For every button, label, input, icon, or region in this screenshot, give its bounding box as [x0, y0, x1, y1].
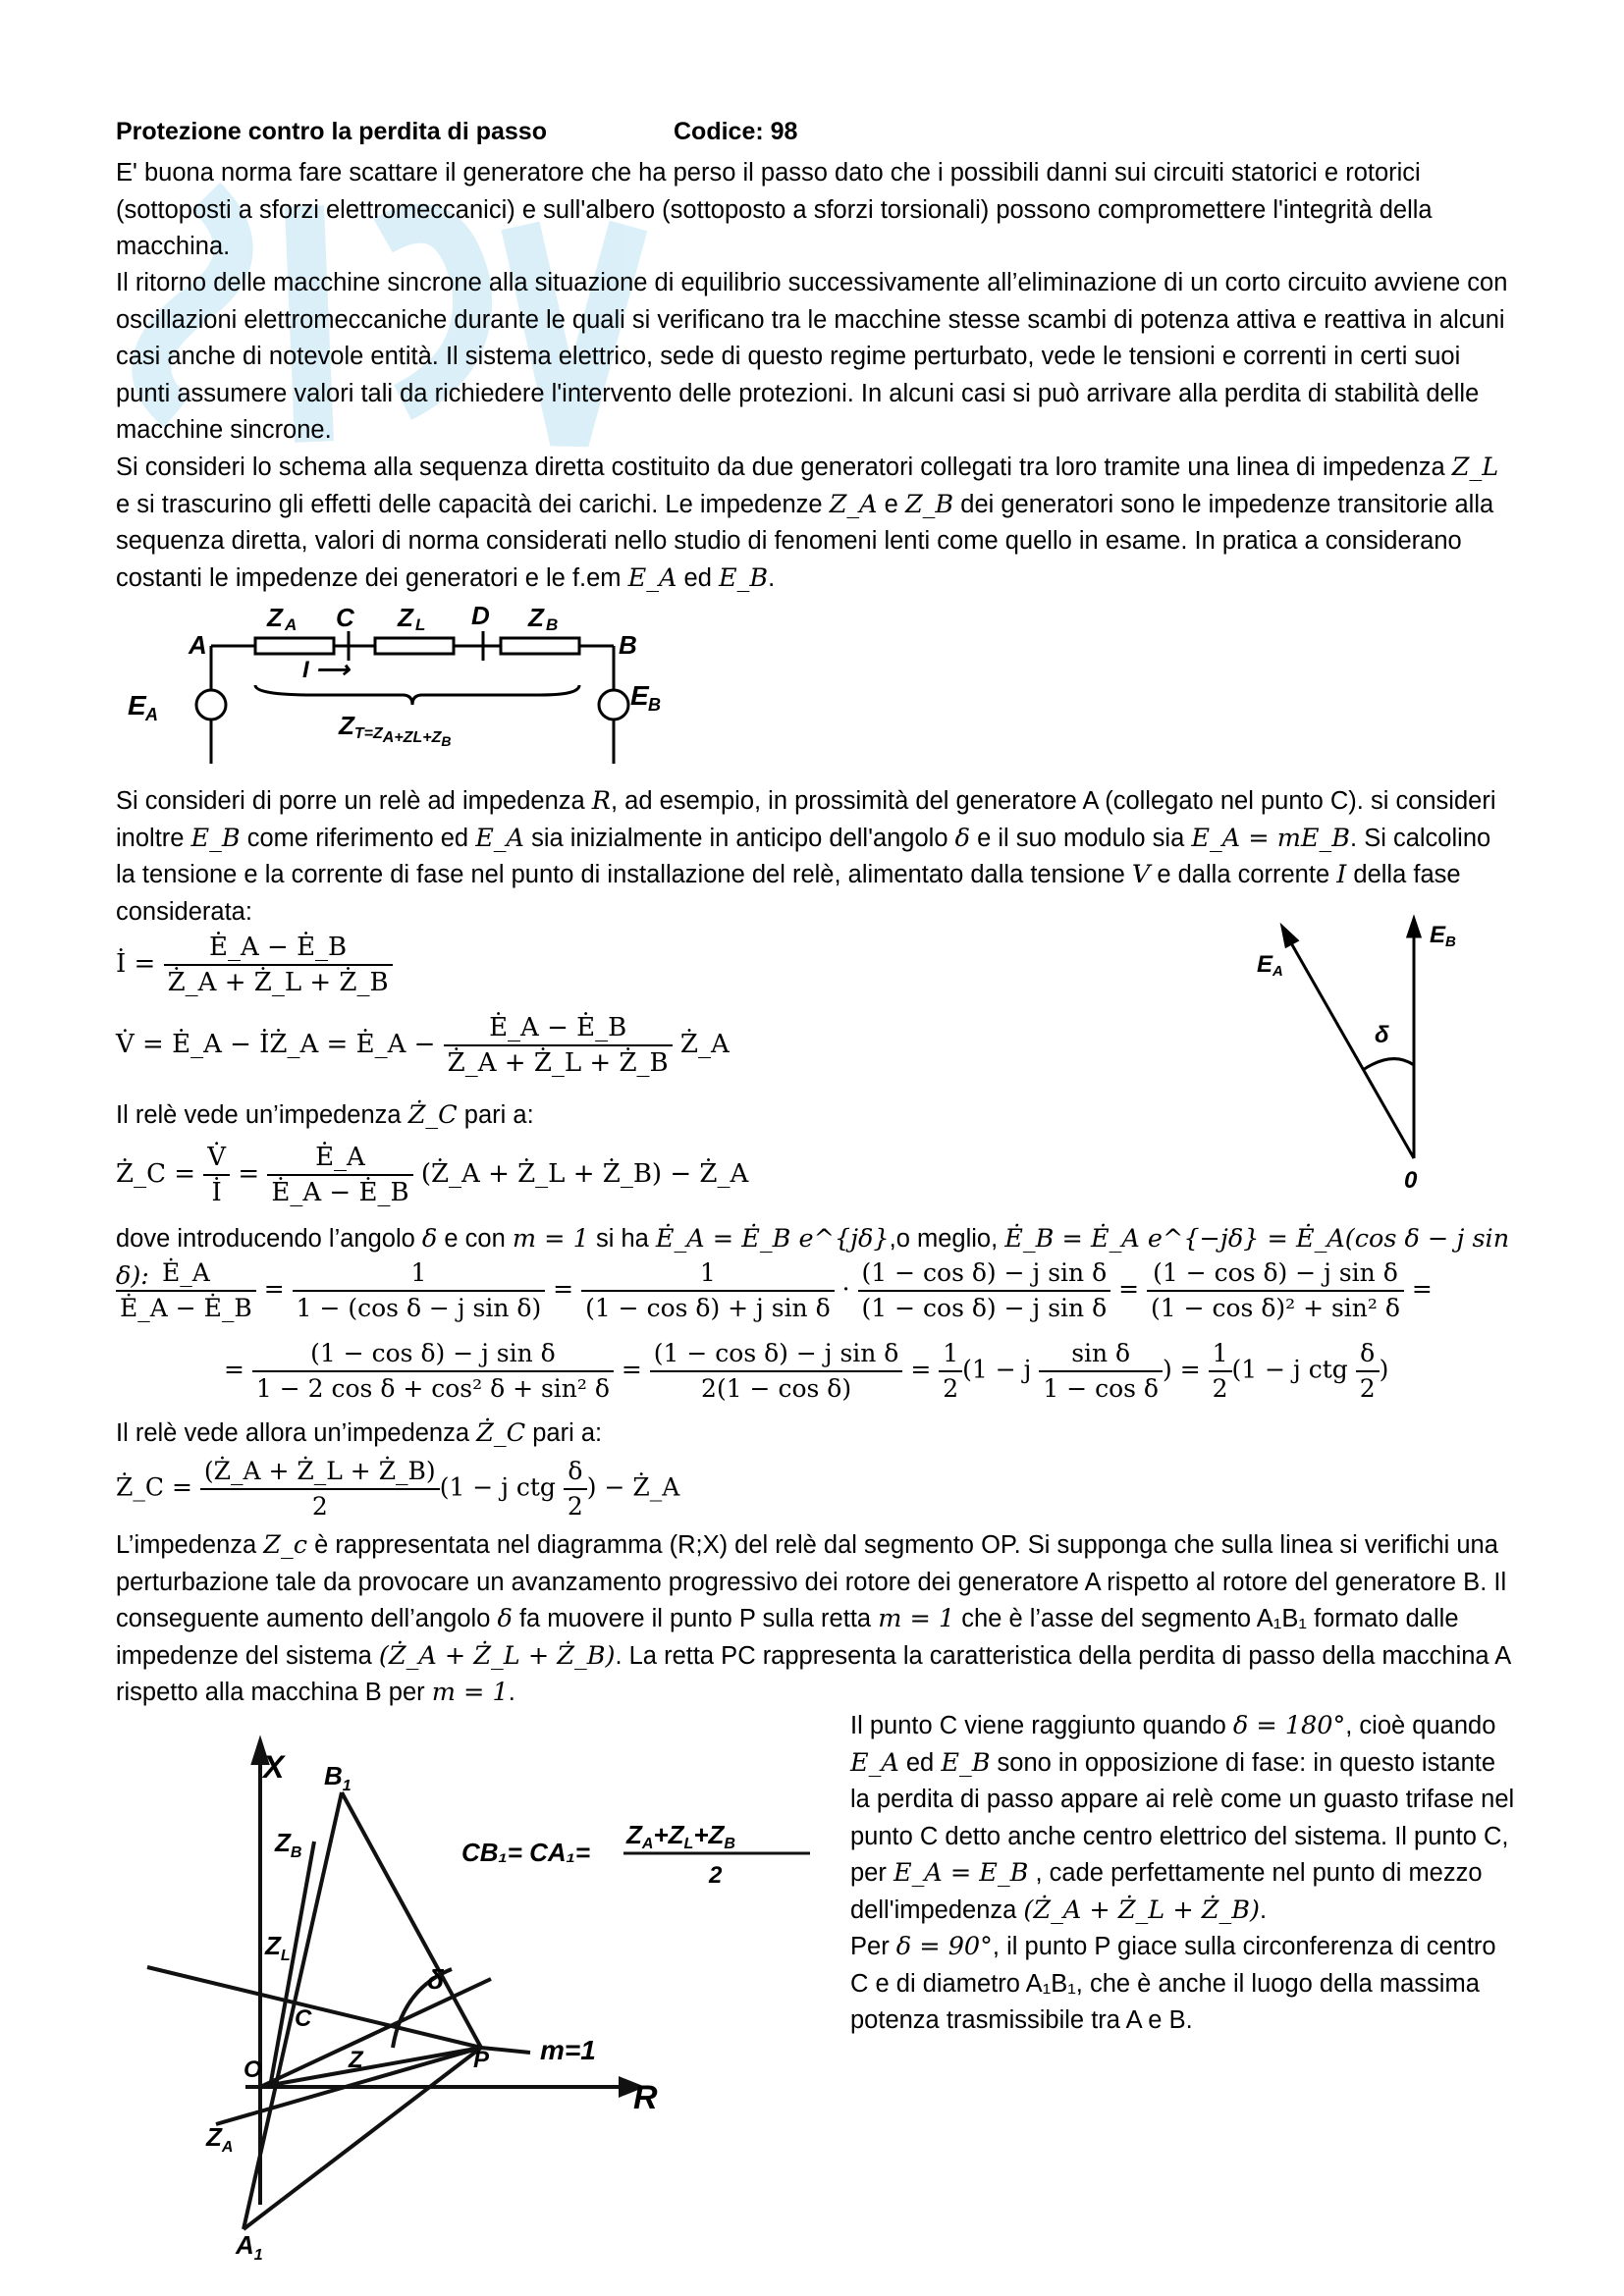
- label-za: Z: [267, 603, 283, 632]
- paragraph-op-segment: L’impedenza Z_c è rappresentata nel diagramma (R;X) del relè dal segmento OP. Si supponga che sulla linea si verifichi una perturbazione tale da provocare un avanzamento progressivo dei rotore dei generatore A rispetto al rotore del generatore B. Il conseguente aumento dell’angolo δ fa muovere il punto P sulla retta m = 1 che è l’asse del segmento A₁B₁ formato dalle impedenze del sistema (Ż_A + Ż_L + Ż_B). La retta PC rappresenta la caratteristica della perdita di passo della macchina A rispetto alla macchina B per m = 1.: [116, 1530, 1510, 1707]
- svg-text:A: A: [1272, 963, 1283, 980]
- label-zl: Z: [398, 603, 413, 632]
- axis-x-label: X: [263, 1749, 285, 1785]
- svg-text:B: B: [546, 615, 559, 634]
- label-d: D: [471, 601, 490, 630]
- label-c: C: [336, 603, 354, 632]
- svg-text:B: B: [648, 695, 661, 715]
- label-current: I ⟶: [302, 657, 350, 683]
- origin-o: O: [244, 2056, 262, 2083]
- equation-derivation-2: = $\frac{\text{(1 − cos δ) − j sin δ}}{\text{1 − 2 cos δ + cos² δ + sin² δ}}$ = $\frac{\text{(1 − cos δ) − j sin δ}}{\text{2(1 − cos δ)}}$ = $\frac{1}{2}$ (1 − j $\frac{\text{sin δ}}{\text{1 − cos δ}}$ ) = $\frac{1}{2}$ (1 − j ctg $\frac{\delta}{2}$ ): [224, 1339, 1389, 1403]
- equation-impedance-final: Ż_C = $\frac{(Ż\_A + Ż\_L + Ż\_B)}{2}$ (1 − j ctg $\frac{\delta}{2}$ ) − Ż_A: [116, 1457, 680, 1521]
- label-zb: Z: [528, 603, 544, 632]
- paragraph-oscillations: Il ritorno delle macchine sincrone alla situazione di equilibrio successivamente all’eliminazione di un corto circuito avviene con oscillazioni elettromeccaniche durante le quali si verificano tra le macchine stesse scambi di potenza attiva e reattiva in alcuni casi anche di notevole entità. Il sistema elettrico, sede di questo regime perturbato, vede le tensioni e correnti in certi suoi punti assumere valori tali da richiedere l'intervento delle protezioni. In alcuni casi si può arrivare alla perdita di stabilità delle macchine sincrone.: [116, 269, 1508, 444]
- label-eb: E: [630, 680, 649, 711]
- phasor-diagram: [1247, 913, 1483, 1198]
- paragraph-delta: dove introducendo l’angolo δ e con m = 1 si ha Ė_A = Ė_B e^{jδ},o meglio, Ė_B = Ė_A e^{−jδ} = Ė_A(cos δ − j sin δ):: [116, 1224, 1510, 1291]
- label-a: A: [189, 630, 207, 660]
- document-code: Codice: 98: [674, 118, 798, 145]
- phasor-ea: E: [1257, 951, 1273, 978]
- segment-z: Z: [349, 2047, 363, 2073]
- segment-zl: $Z_L$: [265, 1931, 291, 1964]
- equation-current: İ = $\frac{Ė\_A - Ė\_B}{Ż\_A + Ż\_L + Ż\_B}$: [116, 931, 393, 999]
- svg-text:B: B: [1445, 934, 1456, 950]
- paragraph-intro: E' buona norma fare scattare il generatore che ha perso il passo dato che i possibili danni sui circuiti statorici e rotorici (sottoposti a sforzi elettromeccanici) e sull'albero (sottoposto a sforzi torsionali) possono compromettere l'integrità della macchina.: [116, 159, 1433, 260]
- paragraph-scheme: Si consideri lo schema alla sequenza diretta costituito da due generatori collegati tra loro tramite una linea di impedenza Z_L e si trascurino gli effetti delle capacità dei carichi. Le impedenze Z_A e Z_B dei generatori sono le impedenze transitorie alla sequenza diretta, valori di norma considerati nello studio di fenomeni lenti come quello in esame. In pratica a considerano costanti le impedenze dei generatori e le f.em E_A ed E_B.: [116, 453, 1499, 593]
- equation-impedance: Ż_C = $\frac{V̇}{İ}$ = $\frac{Ė\_A}{Ė\_A - Ė\_B}$ (Ż_A + Ż_L + Ż_B) − Ż_A: [116, 1143, 749, 1207]
- line-m1: m=1: [540, 2035, 596, 2065]
- paragraph-relay: Si consideri di porre un relè ad impedenza R, ad esempio, in prossimità del generatore A (collegato nel punto C). si consideri inoltre E_B come riferimento ed E_A sia inizialmente in anticipo dell'angolo δ e il suo modulo sia E_A = mE_B. Si calcolino la tensione e la corrente di fase nel punto di installazione del relè, alimentato dalla tensione V e dalla corrente I della fase considerata:: [116, 786, 1496, 926]
- svg-text:L: L: [415, 615, 426, 634]
- point-b1: $B_1$: [324, 1761, 352, 1794]
- page-title: Protezione contro la perdita di passo: [116, 118, 547, 145]
- equation-voltage: V̇ = Ė_A − İŻ_A = Ė_A − $\frac{Ė\_A - Ė\_B}{Ż\_A + Ż\_L + Ż\_B}$ Ż_A: [116, 1013, 730, 1078]
- segment-za: $Z_A$: [206, 2122, 234, 2156]
- equation-derivation-1: $\frac{Ė\_A}{Ė\_A - Ė\_B}$ = $\frac{1}{\text{1 − (cos δ − j sin δ)}}$ = $\frac{1}{\text{(1 − cos δ) + j sin δ}}$ · $\frac{\text{(1 − cos δ) − j sin δ}}{\text{(1 − cos δ) − j sin δ}}$ = $\frac{\text{(1 − cos δ) − j sin δ}}{\text{(1 − cos δ)² + sin² δ}}$ =: [116, 1256, 1433, 1325]
- point-p: P: [473, 2047, 490, 2073]
- rx-diagram: [98, 1724, 825, 2273]
- segment-zb: $Z_B$: [275, 1828, 302, 1861]
- phasor-delta: δ: [1375, 1022, 1389, 1048]
- label-b: B: [619, 630, 637, 660]
- formula-cb1: CB₁= CA₁=: [461, 1838, 591, 1867]
- formula-denominator: 2: [709, 1862, 723, 1889]
- angle-delta: δ: [427, 1964, 445, 1995]
- formula-numerator: ZA+ZL+ZB: [626, 1820, 735, 1852]
- label-ea: E: [128, 690, 146, 721]
- svg-text:A: A: [145, 705, 158, 724]
- axis-r-label: R: [633, 2079, 658, 2116]
- paragraph-relay-sees-2: Il relè vede allora un’impedenza Ż_C pari a:: [116, 1418, 603, 1448]
- phasor-eb: E: [1430, 922, 1446, 948]
- point-a1: $A_1$: [236, 2230, 263, 2264]
- point-c: C: [295, 2005, 312, 2032]
- paragraph-relay-sees: Il relè vede un’impedenza Ż_C pari a:: [116, 1100, 534, 1130]
- phasor-origin: 0: [1404, 1167, 1418, 1194]
- label-zt: ZT=ZA+ZL+ZB: [339, 711, 452, 749]
- svg-text:A: A: [285, 615, 298, 634]
- circuit-diagram: [118, 597, 668, 774]
- paragraph-center: Il punto C viene raggiunto quando δ = 180°, cioè quando E_A ed E_B sono in opposizione di fase: in questo istante la perdita di passo appare ai relè come un guasto trifase nel punto C detto anche centro elettrico del sistema. Il punto C, per E_A = E_B , cade perfettamente nel punto di mezzo dell'impedenza (Ż_A + Ż_L + Ż_B). Per δ = 90°, il punto P giace sulla circonferenza di centro C e di diametro A₁B₁, che è anche il luogo della massima potenza trasmissibile tra A e B.: [850, 1711, 1515, 2034]
